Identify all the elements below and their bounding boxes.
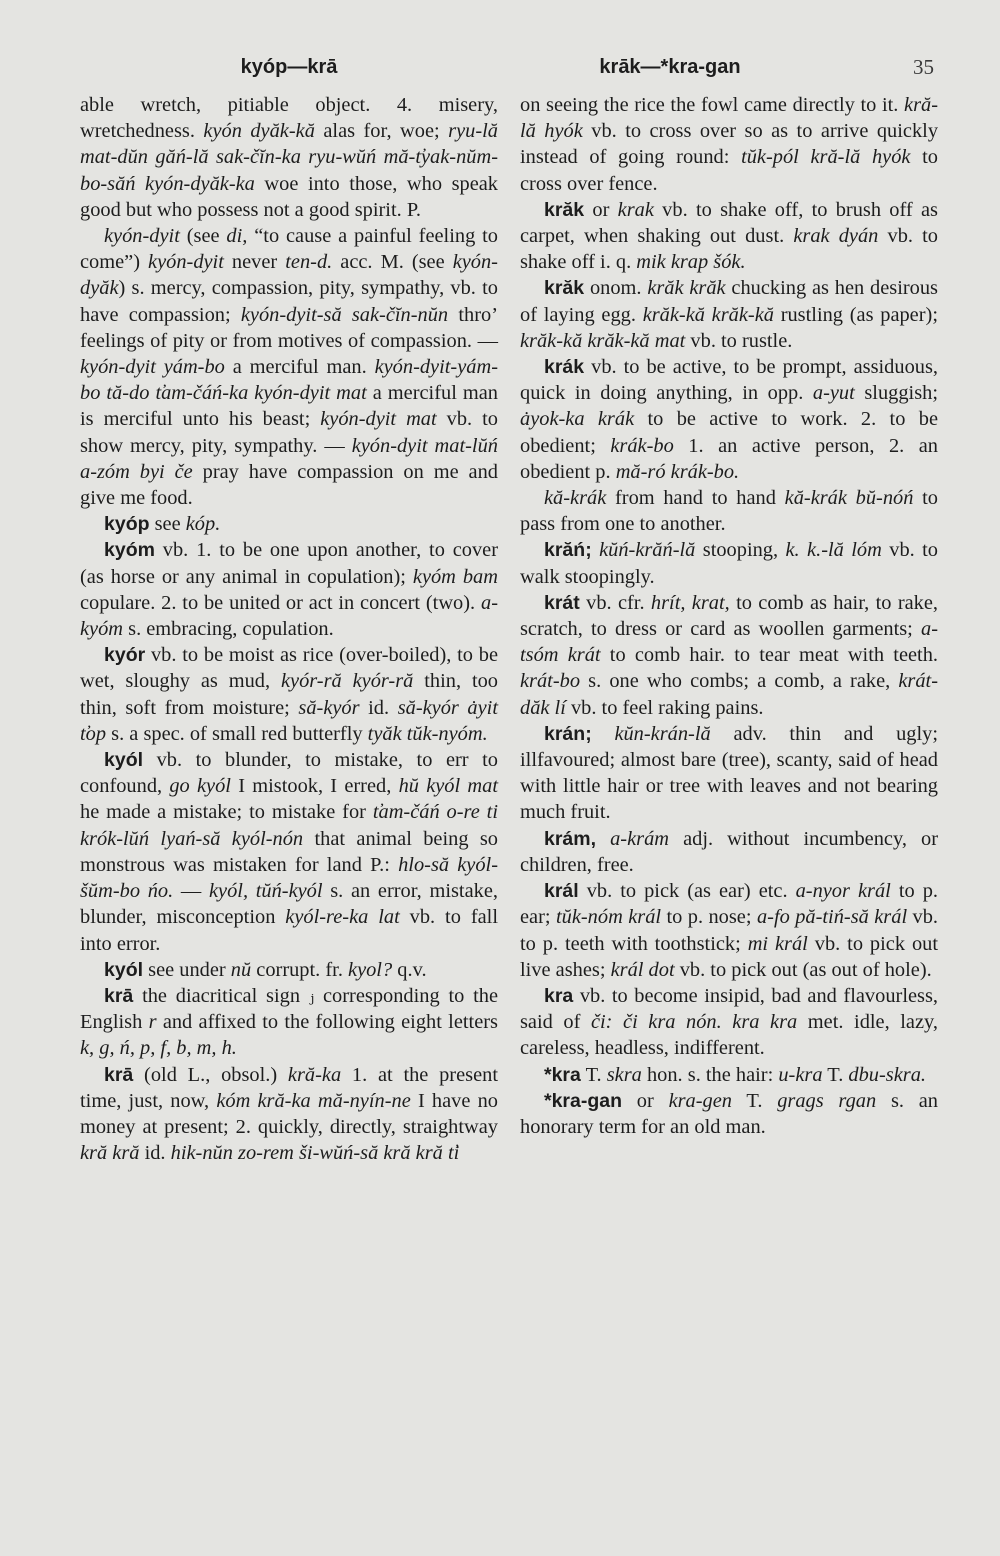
- headword: krăń;: [544, 539, 592, 562]
- definition-text: thin, too thin, soft from moisture;: [80, 670, 498, 719]
- definition-text: vb. to feel raking pains.: [565, 696, 764, 719]
- definition-text: onom.: [584, 277, 648, 300]
- definition-text: s. embracing, copulation.: [123, 618, 334, 641]
- definition-text: q.v.: [392, 958, 427, 981]
- page-number: 35: [913, 55, 934, 79]
- definition-text: vb. to become insipid, bad and flavourless, said of: [520, 984, 938, 1034]
- definition-text: vb. to pick out (as out of hole).: [674, 958, 932, 981]
- italic-term: tŭk-nóm král: [555, 906, 662, 929]
- definition-text: vb. to blunder, to mistake, to err to confound,: [80, 749, 498, 798]
- headword: *kra: [544, 1063, 581, 1086]
- headword: kyól: [104, 958, 144, 981]
- definition-text: never: [223, 251, 286, 274]
- italic-term: tyăk tŭk-nyóm.: [367, 722, 488, 745]
- definition-text: vb. to walk stoopingly.: [520, 539, 938, 588]
- entry-kra-hair: [520, 1062, 938, 1088]
- definition-text: stooping,: [695, 539, 786, 562]
- definition-text: see: [149, 513, 186, 536]
- definition-text: copulare. 2. to be united or act in concert (two).: [80, 591, 481, 614]
- entry-continuation-right: [520, 92, 938, 197]
- definition-text: vb. to rustle.: [685, 329, 793, 352]
- entry-krat: [520, 590, 938, 721]
- entry-continuation: [80, 92, 498, 223]
- italic-term: mi král: [747, 932, 808, 955]
- italic-term: skra: [606, 1063, 642, 1086]
- italic-term: a-tsóm krát: [520, 618, 938, 667]
- entry-kral: [520, 878, 938, 983]
- running-head-right: krāk—*kra-gan: [599, 56, 741, 78]
- italic-term: grags rgan: [777, 1089, 877, 1112]
- italic-term: kyól-re-ka lat: [285, 906, 400, 929]
- italic-term: hik-nŭn zo-rem ši-wŭń-să kră kră t̕i: [170, 1142, 460, 1165]
- headword: krăk: [544, 198, 585, 221]
- italic-term: krak dyán: [793, 225, 879, 248]
- italic-term: kyón-dyit: [104, 225, 180, 248]
- entry-kyom: [80, 537, 498, 642]
- italic-term: a-fo pă-tiń-să král: [756, 906, 908, 929]
- entry-ka-krak: [520, 485, 938, 537]
- definition-text: “to cause a painful feeling to come”): [80, 225, 498, 274]
- entry-krak-onom: [520, 275, 938, 354]
- definition-text: (old L., obsol.): [133, 1063, 288, 1086]
- headword: krā: [104, 984, 134, 1007]
- definition-text: that animal being so monstrous was mistaken for land P.:: [80, 827, 499, 876]
- italic-term: ten-d.: [285, 251, 333, 274]
- definition-text: vb. to fall into error.: [80, 906, 498, 955]
- definition-text: and affixed to the following eight letters: [156, 1011, 498, 1034]
- italic-term: kră-ka: [287, 1063, 342, 1086]
- headword: krák: [544, 356, 585, 379]
- definition-text: rustling (as paper);: [773, 303, 938, 326]
- definition-text: 1. an active person, 2. an obedient p.: [520, 434, 938, 483]
- definition-text: (see: [179, 225, 227, 248]
- entry-kyop: [80, 511, 498, 537]
- italic-term: hŭ kyól mat: [398, 775, 498, 798]
- definition-text: s. an honorary term for an old man.: [520, 1089, 938, 1138]
- headword: kyóp: [104, 513, 150, 536]
- italic-term: kŭn-krán-lă: [614, 722, 711, 745]
- headword: krăk: [544, 277, 585, 300]
- entry-kran-stooping: [520, 537, 938, 589]
- italic-term: r: [148, 1011, 157, 1034]
- italic-term: král dot: [610, 958, 675, 981]
- definition-text: alas for, woe;: [314, 120, 449, 143]
- right-column: [520, 92, 938, 1140]
- italic-term: kyól, tŭń-kyól: [208, 880, 323, 903]
- definition-text: s. an error, mistake, blunder, misconception: [80, 880, 498, 929]
- headword: *kra-gan: [544, 1089, 623, 1112]
- italic-term: kyón dyăk-kă: [203, 120, 315, 143]
- entry-kram: [520, 826, 938, 878]
- definition-text: vb. cfr.: [579, 591, 651, 614]
- entry-kyol-2: [80, 957, 498, 983]
- definition-text: I have no money at present; 2. quickly, directly, straightway: [80, 1089, 498, 1138]
- italic-term: kyón-dyăk: [80, 251, 498, 300]
- definition-text: vb. to shake off, to brush off as carpet, when shaking out dust.: [520, 198, 938, 248]
- definition-text: s. one who combs; a comb, a rake,: [580, 670, 899, 693]
- running-head-left: kyóp—krā: [240, 56, 338, 78]
- italic-term: kyón-dyit-yám-bo tă-do t̕am-čáń-ka kyón-dyit mat: [80, 356, 498, 405]
- italic-term: krak: [617, 198, 654, 221]
- italic-term: să-kyór ȧyit t̕op: [80, 696, 498, 745]
- italic-term: kra-gen: [668, 1089, 732, 1112]
- entry-kran-thin: [520, 721, 938, 826]
- definition-text: [722, 1011, 733, 1033]
- definition-text: —: [173, 880, 209, 903]
- definition-text: vb. to be moist as rice (over-boiled), to be wet, sloughy as mud,: [80, 644, 498, 693]
- italic-term: hlo-să kyól-šŭm-bo ńo.: [80, 853, 498, 903]
- italic-term: k. k.-lă lóm: [785, 539, 882, 562]
- definition-text: I mistook, I erred,: [230, 775, 399, 798]
- definition-text: woe into those, who speak good but who possess not a good spirit. P.: [80, 172, 498, 221]
- italic-term: nŭ: [230, 958, 252, 981]
- italic-term: dbu-skra.: [848, 1063, 926, 1086]
- headword: krán;: [544, 722, 592, 745]
- italic-term: ȧyok-ka krák: [520, 408, 635, 431]
- entry-kyol: [80, 747, 498, 957]
- definition-text: the diacritical sign ⱼ corresponding to the English: [80, 984, 498, 1034]
- definition-text: vb. to cross over so as to arrive quickly instead of going round:: [520, 120, 939, 169]
- entry-krak-shake: [520, 197, 938, 276]
- definition-text: to cross over fence.: [520, 146, 938, 195]
- italic-term: k, g, ń, p, f, b, m, h.: [80, 1037, 237, 1060]
- definition-text: [592, 539, 599, 561]
- definition-text: see under: [143, 958, 231, 981]
- definition-text: 1. at the present time, just, now,: [80, 1063, 498, 1112]
- headword: kyóm: [104, 539, 155, 562]
- definition-text: to be active to work. 2. to be obedient;: [520, 408, 939, 457]
- italic-term: a-kyóm: [80, 591, 498, 641]
- italic-term: kyol?: [348, 958, 393, 981]
- italic-term: a-nyor král: [795, 880, 891, 903]
- italic-term: a-yut: [812, 382, 855, 405]
- entry-kra-old: [80, 1062, 498, 1167]
- entry-kyor: [80, 642, 498, 747]
- italic-term: kŭń-krăń-lă: [599, 539, 696, 562]
- definition-text: [596, 828, 610, 850]
- entry-kra-insipid: [520, 983, 938, 1062]
- definition-text: or: [622, 1089, 669, 1112]
- italic-term: kă-krák: [544, 487, 607, 510]
- definition-text: adv. thin and ugly; illfavoured; almost bare (tree), scanty, said of head with little hair or tree with leaves and not bearing much fruit.: [520, 722, 938, 824]
- definition-text: to comb as hair, to rake, scratch, to dress or card as woollen garments;: [520, 591, 938, 641]
- headword: krám,: [544, 827, 597, 850]
- definition-text: corrupt. fr.: [251, 958, 349, 981]
- left-column: [80, 92, 498, 1166]
- definition-text: acc. M. (see: [332, 251, 453, 274]
- headword: krā: [104, 1063, 134, 1086]
- entry-kyon-dyit: [80, 223, 498, 511]
- italic-term: kyón-dyit-să sak-čĭn-nŭn: [240, 303, 449, 326]
- definition-text: a merciful man.: [224, 356, 375, 379]
- definition-text: to p. nose;: [661, 906, 757, 929]
- italic-term: kră-lă hyók: [520, 94, 938, 143]
- definition-text: id.: [139, 1142, 171, 1165]
- definition-text: vb. to p. teeth with toothstick;: [520, 906, 939, 955]
- italic-term: krăk krăk: [647, 277, 726, 300]
- definition-text: vb. 1. to be one upon another, to cover (as horse or any animal in copulation);: [80, 539, 498, 588]
- italic-term: di,: [226, 225, 248, 248]
- italic-term: tŭk-pól kră-lă hyók: [741, 146, 911, 169]
- italic-term: t̕am-čáń o-re ti krók-lŭń lyań-să kyól-nón: [80, 801, 498, 850]
- italic-term: hrít, krat,: [650, 591, 730, 614]
- headword: král: [544, 880, 579, 903]
- italic-term: kyóm bam: [412, 565, 498, 588]
- italic-term: mik krap šók.: [636, 251, 746, 274]
- headword: kyól: [104, 749, 144, 772]
- definition-text: he made a mistake; to mistake for: [80, 801, 373, 824]
- italic-term: kóm kră-ka mă-nyín-ne: [216, 1089, 411, 1112]
- italic-term: mă-ró krák-bo.: [615, 460, 740, 483]
- definition-text: id.: [359, 696, 398, 719]
- definition-text: a merciful man is merciful unto his beast;: [80, 382, 498, 431]
- definition-text: from hand to hand: [606, 487, 785, 510]
- definition-text: pray have compassion on me and give me food.: [80, 460, 498, 510]
- definition-text: T.: [580, 1063, 607, 1086]
- headword: krát: [544, 591, 580, 614]
- headword: kra: [544, 984, 574, 1007]
- definition-text: to comb hair. to tear meat with teeth.: [600, 644, 939, 667]
- definition-text: ) s. mercy, compassion, pity, sympathy, vb. to have compassion;: [80, 277, 498, 326]
- entry-kra-gan: [520, 1088, 938, 1140]
- definition-text: on seeing the rice the fowl came directly to it.: [520, 94, 905, 116]
- definition-text: met. idle, lazy, careless, headless, indifferent.: [520, 1011, 938, 1060]
- italic-term: krát-bo: [520, 670, 581, 693]
- italic-term: kóp.: [185, 513, 221, 536]
- italic-term: krát-dăk lí: [520, 670, 938, 719]
- definition-text: vb. to shake off i. q.: [520, 225, 939, 274]
- italic-term: ryu-lă mat-dŭn găń-lă sak-čĭn-ka ryu-wŭń mă-t̕yak-nŭm-bo-săń kyón-dyăk-ka: [80, 120, 498, 195]
- definition-text: able wretch, pitiable object. 4. misery, wretchedness.: [80, 94, 498, 143]
- definition-text: to pass from one to another.: [520, 487, 939, 536]
- italic-term: či: či kra nón.: [590, 1011, 722, 1034]
- definition-text: to p. ear;: [520, 880, 938, 929]
- italic-term: kră kră: [80, 1142, 140, 1165]
- definition-text: vb. to be active, to be prompt, assiduous, quick in doing anything, in opp.: [520, 356, 938, 405]
- italic-term: kyón-dyit: [148, 251, 224, 274]
- italic-term: krăk-kă krăk-kă mat: [520, 329, 686, 352]
- italic-term: kyón-dyit yám-bo: [80, 356, 225, 379]
- definition-text: or: [584, 198, 618, 221]
- definition-text: vb. to pick out live ashes;: [520, 932, 938, 981]
- definition-text: sluggish;: [854, 382, 938, 405]
- definition-text: vb. to show mercy, pity, sympathy. —: [80, 408, 499, 457]
- italic-term: kra kra: [732, 1011, 798, 1034]
- italic-term: go kyól: [169, 775, 231, 798]
- italic-term: kyón-dyit mat-lŭń a-zóm byi če: [80, 434, 498, 483]
- definition-text: vb. to pick (as ear) etc.: [578, 880, 796, 903]
- definition-text: T.: [731, 1089, 778, 1112]
- italic-term: krák-bo: [610, 434, 674, 457]
- italic-term: kyón-dyit mat: [320, 408, 437, 431]
- definition-text: T.: [822, 1063, 849, 1086]
- definition-text: chucking as hen desirous of laying egg.: [520, 277, 938, 326]
- italic-term: a-krám: [610, 827, 670, 850]
- italic-term: kyór-ră kyór-ră: [280, 670, 414, 693]
- italic-term: să-kyór: [298, 696, 360, 719]
- entry-krak-active: [520, 354, 938, 485]
- italic-term: kă-krák bŭ-nóń: [784, 487, 914, 510]
- definition-text: s. a spec. of small red butterfly: [106, 722, 368, 745]
- definition-text: [592, 723, 615, 745]
- definition-text: hon. s. the hair:: [641, 1063, 779, 1086]
- italic-term: u-kra: [778, 1063, 823, 1086]
- entry-kra-sign: [80, 983, 498, 1062]
- italic-term: krăk-kă krăk-kă: [642, 303, 774, 326]
- definition-text: thro’ feelings of pity or from motives of compassion. —: [80, 303, 498, 352]
- definition-text: adj. without incumbency, or children, free.: [520, 827, 938, 876]
- headword: kyór: [104, 644, 146, 667]
